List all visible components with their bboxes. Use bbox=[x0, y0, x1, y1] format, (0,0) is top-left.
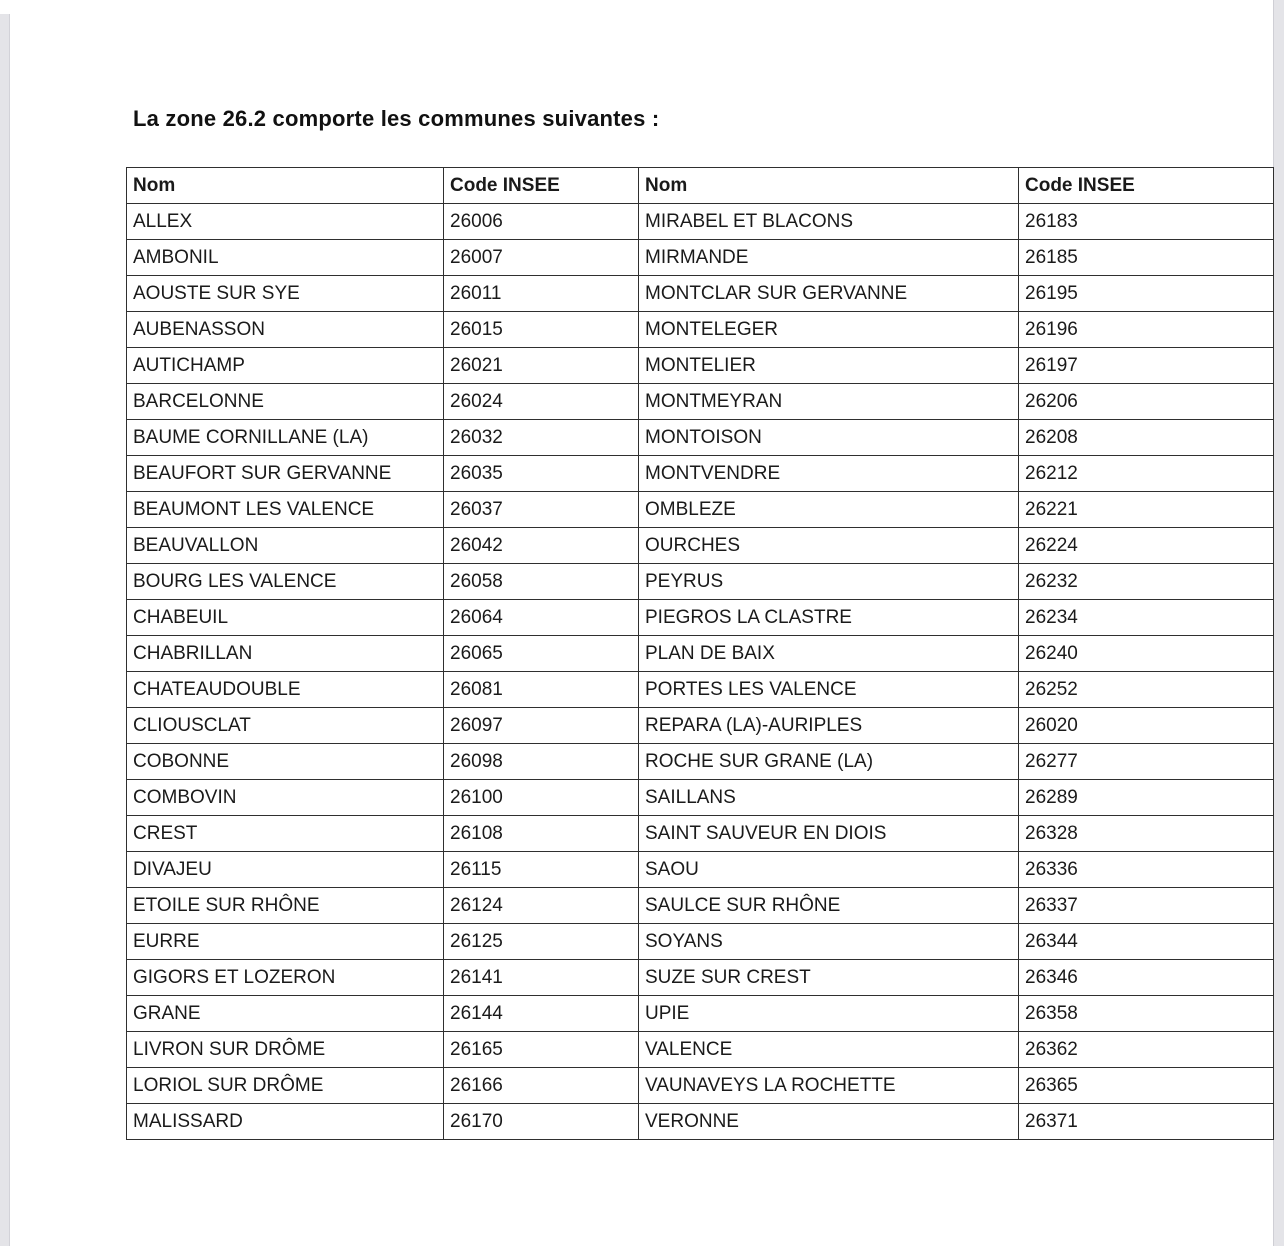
insee-code-cell: 26185 bbox=[1019, 240, 1274, 276]
insee-code-cell: 26277 bbox=[1019, 744, 1274, 780]
insee-code-cell: 26015 bbox=[444, 312, 639, 348]
table-row bbox=[127, 1032, 1274, 1068]
commune-name-cell: AUBENASSON bbox=[127, 312, 444, 348]
commune-name-cell: BEAUVALLON bbox=[127, 528, 444, 564]
commune-name-cell: EURRE bbox=[127, 924, 444, 960]
commune-name-cell: GRANE bbox=[127, 996, 444, 1032]
commune-name-cell: MONTCLAR SUR GERVANNE bbox=[639, 276, 1019, 312]
commune-name-cell: LORIOL SUR DRÔME bbox=[127, 1068, 444, 1104]
commune-name-cell: AMBONIL bbox=[127, 240, 444, 276]
insee-code-cell: 26365 bbox=[1019, 1068, 1274, 1104]
col-header-code-insee: Code INSEE bbox=[444, 168, 639, 204]
insee-code-cell: 26166 bbox=[444, 1068, 639, 1104]
table-row bbox=[127, 348, 1274, 384]
table-row bbox=[127, 420, 1274, 456]
insee-code-cell: 26011 bbox=[444, 276, 639, 312]
insee-code-cell: 26371 bbox=[1019, 1104, 1274, 1140]
table-row bbox=[127, 528, 1274, 564]
insee-code-cell: 26035 bbox=[444, 456, 639, 492]
insee-code-cell: 26221 bbox=[1019, 492, 1274, 528]
communes-table bbox=[126, 167, 1274, 1140]
commune-name-cell: COBONNE bbox=[127, 744, 444, 780]
commune-name-cell: SAOU bbox=[639, 852, 1019, 888]
commune-name-cell: MONTVENDRE bbox=[639, 456, 1019, 492]
table-row bbox=[127, 1068, 1274, 1104]
insee-code-cell: 26100 bbox=[444, 780, 639, 816]
commune-name-cell: MIRMANDE bbox=[639, 240, 1019, 276]
commune-name-cell: PLAN DE BAIX bbox=[639, 636, 1019, 672]
table-row bbox=[127, 384, 1274, 420]
insee-code-cell: 26208 bbox=[1019, 420, 1274, 456]
commune-name-cell: VAUNAVEYS LA ROCHETTE bbox=[639, 1068, 1019, 1104]
table-row bbox=[127, 312, 1274, 348]
insee-code-cell: 26020 bbox=[1019, 708, 1274, 744]
commune-name-cell: COMBOVIN bbox=[127, 780, 444, 816]
table-row bbox=[127, 960, 1274, 996]
insee-code-cell: 26195 bbox=[1019, 276, 1274, 312]
insee-code-cell: 26115 bbox=[444, 852, 639, 888]
commune-name-cell: VERONNE bbox=[639, 1104, 1019, 1140]
insee-code-cell: 26362 bbox=[1019, 1032, 1274, 1068]
page-right-edge bbox=[1273, 0, 1284, 1246]
commune-name-cell: REPARA (LA)-AURIPLES bbox=[639, 708, 1019, 744]
insee-code-cell: 26124 bbox=[444, 888, 639, 924]
commune-name-cell: UPIE bbox=[639, 996, 1019, 1032]
commune-name-cell: BARCELONNE bbox=[127, 384, 444, 420]
table-row bbox=[127, 636, 1274, 672]
commune-name-cell: BOURG LES VALENCE bbox=[127, 564, 444, 600]
insee-code-cell: 26183 bbox=[1019, 204, 1274, 240]
insee-code-cell: 26337 bbox=[1019, 888, 1274, 924]
table-row bbox=[127, 996, 1274, 1032]
commune-name-cell: MONTMEYRAN bbox=[639, 384, 1019, 420]
insee-code-cell: 26037 bbox=[444, 492, 639, 528]
insee-code-cell: 26232 bbox=[1019, 564, 1274, 600]
commune-name-cell: VALENCE bbox=[639, 1032, 1019, 1068]
table-row bbox=[127, 492, 1274, 528]
page-left-edge bbox=[0, 14, 10, 1246]
insee-code-cell: 26006 bbox=[444, 204, 639, 240]
table-row bbox=[127, 852, 1274, 888]
commune-name-cell: MONTELEGER bbox=[639, 312, 1019, 348]
commune-name-cell: MONTELIER bbox=[639, 348, 1019, 384]
insee-code-cell: 26240 bbox=[1019, 636, 1274, 672]
commune-name-cell: MIRABEL ET BLACONS bbox=[639, 204, 1019, 240]
table-row bbox=[127, 888, 1274, 924]
table-header bbox=[127, 168, 1274, 204]
insee-code-cell: 26065 bbox=[444, 636, 639, 672]
insee-code-cell: 26344 bbox=[1019, 924, 1274, 960]
commune-name-cell: CHATEAUDOUBLE bbox=[127, 672, 444, 708]
insee-code-cell: 26141 bbox=[444, 960, 639, 996]
commune-name-cell: ETOILE SUR RHÔNE bbox=[127, 888, 444, 924]
insee-code-cell: 26206 bbox=[1019, 384, 1274, 420]
table-row bbox=[127, 708, 1274, 744]
commune-name-cell: MONTOISON bbox=[639, 420, 1019, 456]
insee-code-cell: 26252 bbox=[1019, 672, 1274, 708]
table-row bbox=[127, 924, 1274, 960]
commune-name-cell: SAINT SAUVEUR EN DIOIS bbox=[639, 816, 1019, 852]
commune-name-cell: DIVAJEU bbox=[127, 852, 444, 888]
insee-code-cell: 26346 bbox=[1019, 960, 1274, 996]
table-row bbox=[127, 276, 1274, 312]
commune-name-cell: OMBLEZE bbox=[639, 492, 1019, 528]
table-row bbox=[127, 564, 1274, 600]
insee-code-cell: 26058 bbox=[444, 564, 639, 600]
commune-name-cell: BEAUMONT LES VALENCE bbox=[127, 492, 444, 528]
commune-name-cell: OURCHES bbox=[639, 528, 1019, 564]
commune-name-cell: CHABRILLAN bbox=[127, 636, 444, 672]
page-title: La zone 26.2 comporte les communes suivantes : bbox=[133, 106, 660, 131]
commune-name-cell: SUZE SUR CREST bbox=[639, 960, 1019, 996]
col-header-nom: Nom bbox=[127, 168, 444, 204]
commune-name-cell: PIEGROS LA CLASTRE bbox=[639, 600, 1019, 636]
insee-code-cell: 26144 bbox=[444, 996, 639, 1032]
table-row bbox=[127, 1104, 1274, 1140]
commune-name-cell: GIGORS ET LOZERON bbox=[127, 960, 444, 996]
table-row bbox=[127, 204, 1274, 240]
insee-code-cell: 26081 bbox=[444, 672, 639, 708]
commune-name-cell: MALISSARD bbox=[127, 1104, 444, 1140]
insee-code-cell: 26224 bbox=[1019, 528, 1274, 564]
insee-code-cell: 26197 bbox=[1019, 348, 1274, 384]
commune-name-cell: PEYRUS bbox=[639, 564, 1019, 600]
table-row bbox=[127, 600, 1274, 636]
commune-name-cell: SOYANS bbox=[639, 924, 1019, 960]
insee-code-cell: 26098 bbox=[444, 744, 639, 780]
commune-name-cell: BEAUFORT SUR GERVANNE bbox=[127, 456, 444, 492]
insee-code-cell: 26032 bbox=[444, 420, 639, 456]
commune-name-cell: SAILLANS bbox=[639, 780, 1019, 816]
insee-code-cell: 26097 bbox=[444, 708, 639, 744]
col-header-nom: Nom bbox=[639, 168, 1019, 204]
insee-code-cell: 26125 bbox=[444, 924, 639, 960]
insee-code-cell: 26108 bbox=[444, 816, 639, 852]
commune-name-cell: CREST bbox=[127, 816, 444, 852]
commune-name-cell: BAUME CORNILLANE (LA) bbox=[127, 420, 444, 456]
table-row bbox=[127, 456, 1274, 492]
insee-code-cell: 26170 bbox=[444, 1104, 639, 1140]
insee-code-cell: 26064 bbox=[444, 600, 639, 636]
commune-name-cell: AUTICHAMP bbox=[127, 348, 444, 384]
table-row bbox=[127, 744, 1274, 780]
insee-code-cell: 26042 bbox=[444, 528, 639, 564]
insee-code-cell: 26336 bbox=[1019, 852, 1274, 888]
commune-name-cell: PORTES LES VALENCE bbox=[639, 672, 1019, 708]
commune-name-cell: AOUSTE SUR SYE bbox=[127, 276, 444, 312]
commune-name-cell: CLIOUSCLAT bbox=[127, 708, 444, 744]
insee-code-cell: 26234 bbox=[1019, 600, 1274, 636]
commune-name-cell: ROCHE SUR GRANE (LA) bbox=[639, 744, 1019, 780]
table-header-row bbox=[127, 168, 1274, 204]
insee-code-cell: 26024 bbox=[444, 384, 639, 420]
insee-code-cell: 26212 bbox=[1019, 456, 1274, 492]
table-body bbox=[127, 204, 1274, 1140]
insee-code-cell: 26165 bbox=[444, 1032, 639, 1068]
commune-name-cell: LIVRON SUR DRÔME bbox=[127, 1032, 444, 1068]
table-row bbox=[127, 672, 1274, 708]
insee-code-cell: 26196 bbox=[1019, 312, 1274, 348]
insee-code-cell: 26007 bbox=[444, 240, 639, 276]
table-row bbox=[127, 240, 1274, 276]
insee-code-cell: 26328 bbox=[1019, 816, 1274, 852]
table-row bbox=[127, 816, 1274, 852]
insee-code-cell: 26289 bbox=[1019, 780, 1274, 816]
insee-code-cell: 26021 bbox=[444, 348, 639, 384]
commune-name-cell: ALLEX bbox=[127, 204, 444, 240]
table-row bbox=[127, 780, 1274, 816]
commune-name-cell: CHABEUIL bbox=[127, 600, 444, 636]
col-header-code-insee: Code INSEE bbox=[1019, 168, 1274, 204]
insee-code-cell: 26358 bbox=[1019, 996, 1274, 1032]
commune-name-cell: SAULCE SUR RHÔNE bbox=[639, 888, 1019, 924]
